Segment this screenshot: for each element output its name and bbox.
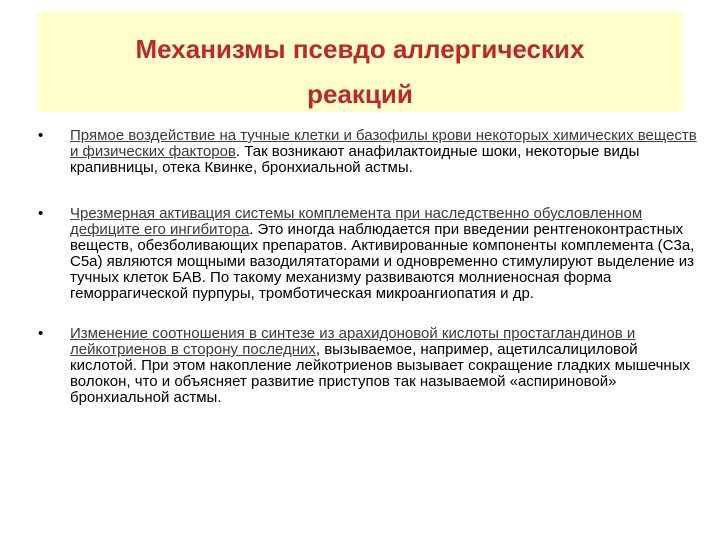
- slide-title-line-1: Механизмы псевдо аллергических: [135, 34, 585, 64]
- bullet-item-complement-activation: [28, 206, 700, 302]
- bullet-body-text: . Это иногда наблюдается при введении рентгеноконтрастных веществ, обезболивающих препаратов. Активированные компоненты комплемента (С3а, С5а) являются мощными вазодилятаторами и одновременно стимулируют выделение из тучных клеток БАВ. По такому механизму развиваются молниеносная форма геморрагической пурпуры, тромботическая микроангиопатия и др.: [70, 221, 695, 302]
- bullet-body-text: , вызываемое, например, ацетилсалициловой кислотой. При этом накопление лейкотриенов вызывает сокращение гладких мышечных волокон, что и объясняет развитие приступов так называемой «аспириновой» бронхиальной астмы.: [70, 341, 690, 406]
- slide-title-box: [37, 12, 683, 112]
- bullet-highlight-text: Прямое воздействие на тучные клетки и базофилы крови некоторых химических веществ и физических факторов: [70, 127, 697, 160]
- bullet-body-text: . Так возникают анафилактоидные шоки, некоторые виды крапивницы, отека Квинке, бронхиальной астмы.: [70, 143, 640, 176]
- bullet-dot-icon: •: [38, 127, 44, 144]
- slide-title-line-2: реакций: [307, 79, 413, 109]
- bullet-dot-icon: •: [38, 205, 44, 222]
- bullet-item-arachidonic-ratio: [28, 326, 700, 406]
- bullet-highlight-text: Изменение соотношения в синтезе из арахидоновой кислоты простагландинов и лейкотриенов в сторону последних: [70, 325, 636, 358]
- bullet-item-direct-action: [28, 128, 700, 176]
- bullet-list: [28, 128, 700, 406]
- bullet-highlight-text: Чрезмерная активация системы комплемента при наследственно обусловленном дефиците его ингибитора: [70, 205, 643, 238]
- bullet-dot-icon: •: [38, 325, 44, 342]
